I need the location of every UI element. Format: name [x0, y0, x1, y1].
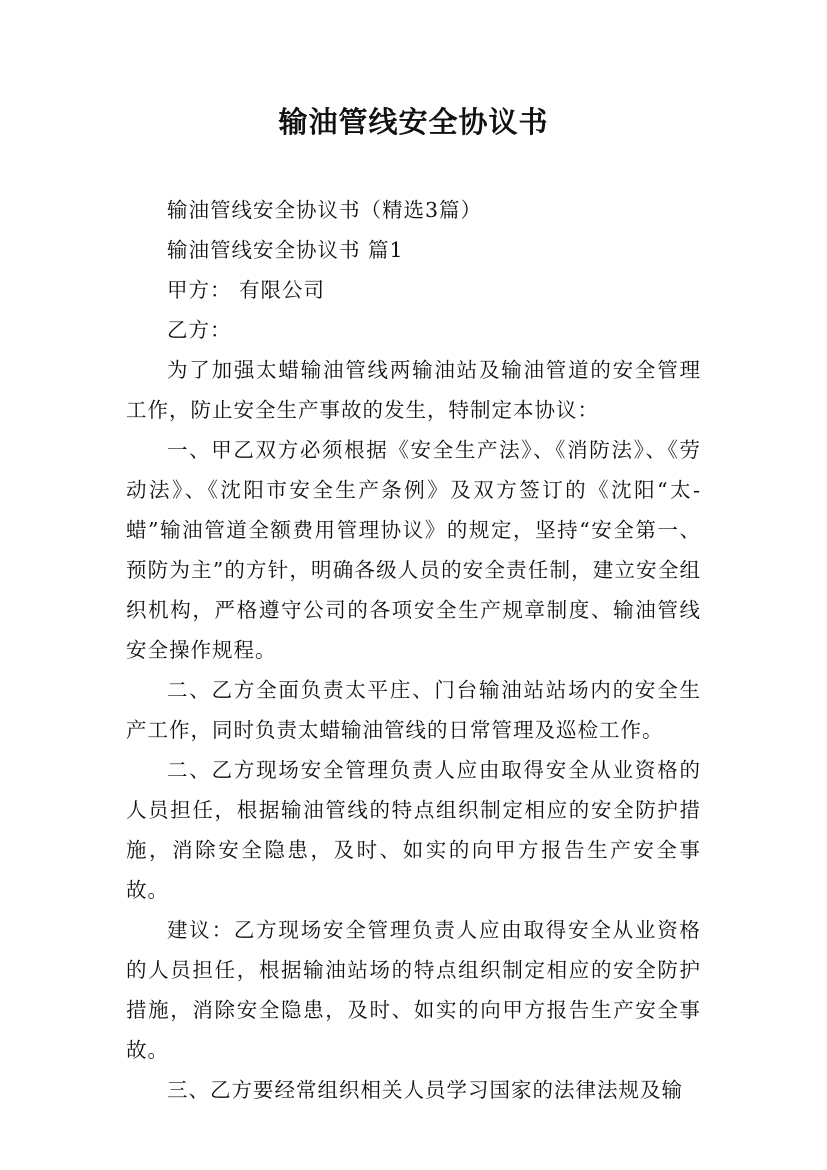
paragraph-clause-1: 一、甲乙双方必须根据《安全生产法》、《消防法》、《劳动法》、《沈阳市安全生产条例》及双方签订的《沈阳“太-蜡”输油管道全额费用管理协议》的规定，坚持“安全第一、预防为主”的方针，明确各级人员的安全责任制，建立安全组织机构，严格遵守公司的各项安全生产规章制度、输油管线安全操作规程。: [126, 438, 701, 662]
document-title: 输油管线安全协议书: [278, 105, 549, 139]
paragraph-party-b: 乙方：: [167, 318, 232, 342]
paragraph-party-a: 甲方： 有限公司: [167, 278, 326, 302]
paragraph-clause-2b: 二、乙方现场安全管理负责人应由取得安全从业资格的人员担任，根据输油管线的特点组织制定相应的安全防护措施，消除安全隐患，及时、如实的向甲方报告生产安全事故。: [126, 758, 701, 902]
paragraph-clause-2: 二、乙方全面负责太平庄、门台输油站站场内的安全生产工作，同时负责太蜡输油管线的日常管理及巡检工作。: [126, 678, 701, 742]
paragraph-section-heading: 输油管线安全协议书 篇1: [167, 238, 404, 262]
paragraph-subtitle: 输油管线安全协议书（精选3篇）: [167, 198, 483, 222]
paragraph-suggestion: 建议：乙方现场安全管理负责人应由取得安全从业资格的人员担任，根据输油站场的特点组织制定相应的安全防护措施，消除安全隐患，及时、如实的向甲方报告生产安全事故。: [126, 918, 701, 1062]
paragraph-intro: 为了加强太蜡输油管线两输油站及输油管道的安全管理工作，防止安全生产事故的发生，特制定本协议：: [126, 358, 701, 422]
paragraph-clause-3: 三、乙方要经常组织相关人员学习国家的法律法规及输: [167, 1078, 683, 1102]
document-body: [126, 190, 701, 1110]
